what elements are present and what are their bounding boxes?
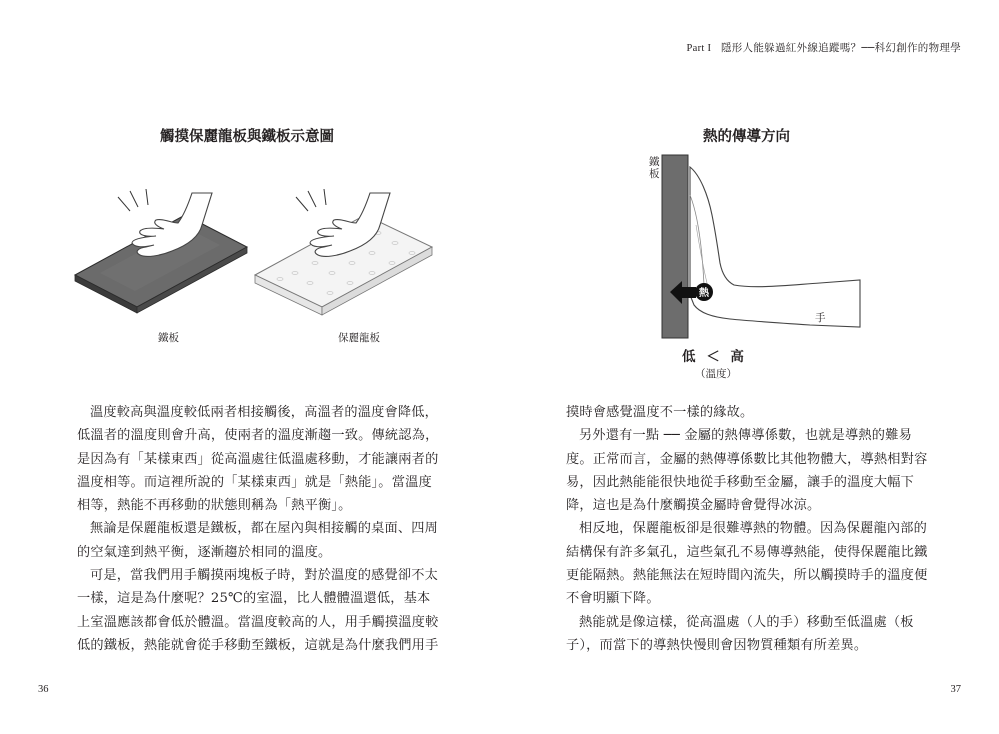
label-temperature: （溫度） [695, 368, 737, 380]
text-line: 低的鐵板，熱能就會從手移動至鐵板，這就是為什麼我們用手 [77, 637, 439, 653]
text-line: 是因為有「某樣東西」從高溫處往低溫處移動，才能讓兩者的 [77, 451, 439, 467]
text-line: 無論是保麗龍板還是鐵板，都在屋內與相接觸的桌面、四周 [90, 521, 439, 537]
lines-foam [296, 189, 326, 211]
label-less-than: ＜ [706, 349, 720, 365]
text-line: 低溫者的溫度則會升高，使兩者的溫度漸趨一致。傳統認為， [77, 428, 439, 444]
text-line: 一樣，這是為什麼呢？25℃的室溫，比人體體溫還低，基本 [77, 591, 431, 607]
label-high: 高 [730, 349, 744, 365]
text-line: 另外還有一點 ── 金屬的熱傳導係數，也就是導熱的難易 [579, 428, 912, 444]
text-line: 可是，當我們用手觸摸兩塊板子時，對於溫度的感覺卻不太 [90, 568, 439, 584]
running-header [686, 40, 961, 55]
right-body-text [566, 401, 927, 657]
text-line: 摸時會感覺溫度不一樣的緣故。 [566, 405, 754, 420]
label-hand: 手 [815, 312, 826, 324]
text-line: 結構保有許多氣孔，這些氣孔不易傳導熱能，使得保麗龍比鐵 [566, 544, 928, 560]
label-iron-vertical: 鐵板 [649, 156, 660, 180]
temperature-scale [682, 345, 744, 365]
chapter-title: 隱形人能躲過紅外線追蹤嗎？──科幻創作的物理學 [720, 42, 961, 54]
label-foam-plate: 保麗龍板 [338, 332, 380, 344]
text-line: 度。正常而言，金屬的熱傳導係數比其他物體大，導熱相對容 [566, 451, 928, 467]
heat-direction-illustration [660, 155, 870, 345]
right-figure-title: 熱的傳導方向 [703, 129, 790, 145]
cold-lines-iron [118, 189, 148, 211]
text-line: 溫度較高與溫度較低兩者相接觸後，高溫者的溫度會降低， [90, 405, 439, 420]
left-figure-title: 觸摸保麗龍板與鐵板示意圖 [160, 129, 334, 145]
label-low: 低 [682, 349, 696, 365]
text-line: 不會明顯下降。 [566, 591, 660, 607]
part-label: Part I [686, 43, 712, 54]
text-line: 熱能就是像這樣，從高溫處（人的手）移動至低溫處（板 [579, 614, 914, 630]
heat-badge-label: 熱 [699, 288, 709, 299]
text-line: 降，這也是為什麼觸摸金屬時會覺得冰涼。 [566, 498, 821, 514]
text-line: 相等，熱能不再移動的狀態則稱為「熱平衡」。 [77, 498, 352, 514]
left-body-text [77, 401, 438, 657]
hand-side-view [690, 167, 860, 327]
text-line: 的空氣達到熱平衡，逐漸趨於相同的溫度。 [77, 544, 332, 560]
page-number-left: 36 [38, 684, 49, 695]
touch-boards-illustration [60, 185, 500, 335]
text-line: 更能隔熱。熱能無法在短時間內流失，所以觸摸時手的溫度便 [566, 568, 928, 584]
text-line: 子），而當下的導熱快慢則會因物質種類有所差異。 [566, 637, 868, 653]
text-line: 溫度相等。而這裡所說的「某樣東西」就是「熱能」。當溫度 [77, 474, 432, 490]
label-iron-plate: 鐵板 [158, 332, 179, 344]
text-line: 相反地，保麗龍板卻是很難導熱的物體。因為保麗龍內部的 [579, 521, 928, 537]
page-number-right: 37 [950, 684, 961, 695]
text-line: 易，因此熱能能很快地從手移動至金屬，讓手的溫度大幅下 [566, 474, 915, 490]
text-line: 上室溫應該都會低於體溫。當溫度較高的人，用手觸摸溫度較 [77, 614, 439, 630]
iron-plate-section [662, 155, 688, 338]
